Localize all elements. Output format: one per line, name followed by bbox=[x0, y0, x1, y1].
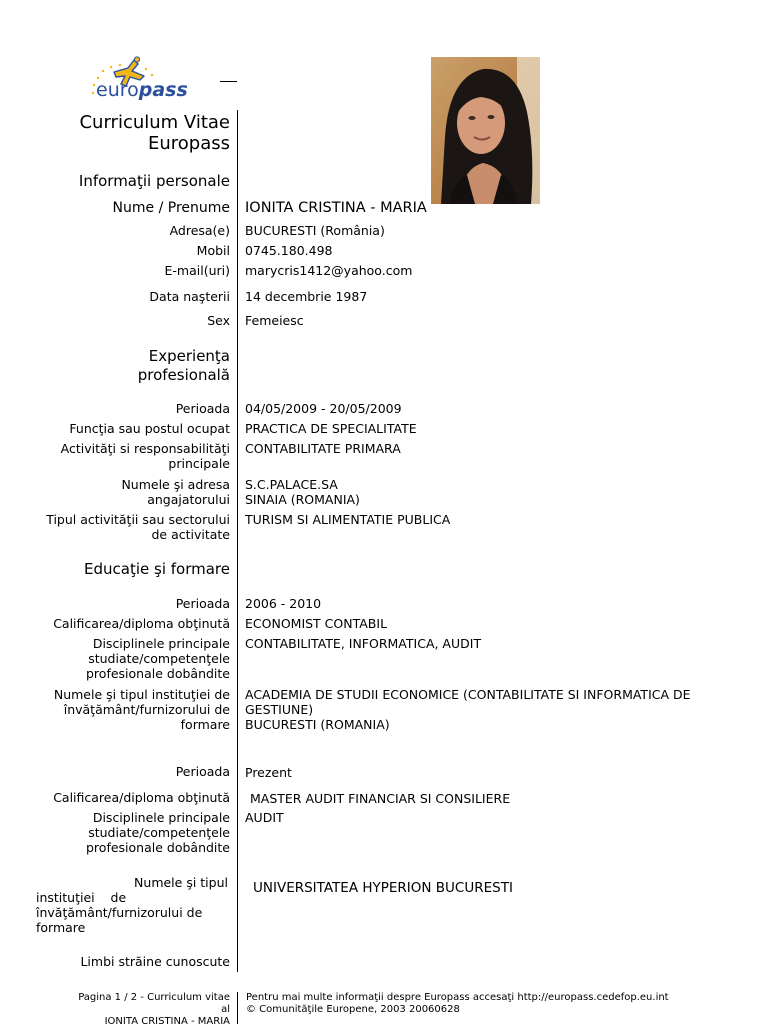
sex-value: Femeiesc bbox=[245, 313, 304, 328]
exp-activities-label: Activităţi si responsabilităţi principale bbox=[60, 441, 230, 471]
address-value: BUCURESTI (România) bbox=[245, 223, 385, 238]
section-heading-personal: Informaţii personale bbox=[78, 172, 230, 190]
edu2-institution-value: UNIVERSITATEA HYPERION BUCURESTI bbox=[253, 880, 513, 896]
languages-label: Limbi străine cunoscute bbox=[80, 954, 230, 969]
experience-heading-line1: Experienţa bbox=[148, 347, 230, 365]
footer-left: Pagina 1 / 2 - Curriculum vitae al IONITA CRISTINA - MARIA bbox=[78, 992, 230, 1027]
edu2-disciplines-value: AUDIT bbox=[245, 810, 284, 825]
logo-dash bbox=[220, 81, 237, 82]
edu1-institution-value: ACADEMIA DE STUDII ECONOMICE (CONTABILITATE SI INFORMATICA DE GESTIUNE) BUCURESTI (ROMANIA) bbox=[245, 687, 691, 732]
logo-text-euro: euro bbox=[96, 79, 139, 101]
mobile-label: Mobil bbox=[196, 243, 230, 258]
europass-logo bbox=[84, 56, 188, 104]
edu2-institution-label: Numele şi tipul instituţiei de învăţământ/furnizorului de formare bbox=[36, 875, 228, 935]
email-label: E-mail(uri) bbox=[164, 263, 230, 278]
cv-title-line2: Europass bbox=[147, 133, 230, 154]
edu2-period-value: Prezent bbox=[245, 765, 292, 780]
edu2-qualification-label: Calificarea/diploma obţinută bbox=[53, 790, 230, 805]
exp-job-value: PRACTICA DE SPECIALITATE bbox=[245, 421, 417, 436]
cv-title-line1: Curriculum Vitae bbox=[79, 112, 230, 133]
address-label: Adresa(e) bbox=[169, 223, 230, 238]
edu1-disciplines-label: Disciplinele principale studiate/competenţele profesionale dobândite bbox=[86, 636, 230, 681]
edu2-period-label: Perioada bbox=[175, 764, 230, 779]
edu1-qualification-value: ECONOMIST CONTABIL bbox=[245, 616, 388, 631]
edu1-institution-label: Numele şi tipul instituţiei de învăţământ/furnizorului de formare bbox=[53, 687, 230, 732]
edu1-period-label: Perioada bbox=[175, 596, 230, 611]
exp-employer-value: S.C.PALACE.SA SINAIA (ROMANIA) bbox=[245, 477, 360, 507]
exp-activities-value: CONTABILITATE PRIMARA bbox=[245, 441, 401, 456]
edu2-disciplines-label: Disciplinele principale studiate/competenţele profesionale dobândite bbox=[86, 810, 230, 855]
exp-sector-value: TURISM SI ALIMENTATIE PUBLICA bbox=[245, 512, 451, 527]
experience-heading-line2: profesională bbox=[137, 366, 230, 384]
exp-period-value: 04/05/2009 - 20/05/2009 bbox=[245, 401, 402, 416]
exp-employer-label: Numele şi adresa angajatorului bbox=[121, 477, 230, 507]
birthdate-value: 14 decembrie 1987 bbox=[245, 289, 368, 304]
edu2-qualification-value: MASTER AUDIT FINANCIAR SI CONSILIERE bbox=[250, 791, 511, 806]
edu1-qualification-label: Calificarea/diploma obţinută bbox=[53, 616, 230, 631]
cv-title bbox=[79, 112, 230, 154]
edu1-period-value: 2006 - 2010 bbox=[245, 596, 322, 611]
exp-sector-label: Tipul activităţii sau sectorului de activitate bbox=[46, 512, 230, 542]
column-divider bbox=[237, 110, 238, 972]
exp-job-label: Funcţia sau postul ocupat bbox=[69, 421, 230, 436]
edu1-disciplines-value: CONTABILITATE, INFORMATICA, AUDIT bbox=[245, 636, 482, 651]
name-label: Nume / Prenume bbox=[112, 200, 230, 216]
footer-right: Pentru mai multe informaţii despre Europass accesaţi http://europass.cedefop.eu.int © Comunităţile Europene, 2003 20060628 bbox=[246, 992, 669, 1015]
section-heading-experience bbox=[138, 347, 230, 385]
logo-text-pass: pass bbox=[138, 79, 188, 101]
footer-divider bbox=[237, 992, 238, 1024]
birthdate-label: Data naşterii bbox=[149, 289, 230, 304]
mobile-value: 0745.180.498 bbox=[245, 243, 333, 258]
email-value: marycris1412@yahoo.com bbox=[245, 263, 413, 278]
sex-label: Sex bbox=[207, 313, 230, 328]
name-value: IONITA CRISTINA - MARIA bbox=[245, 200, 427, 216]
section-heading-education: Educaţie şi formare bbox=[84, 560, 230, 578]
profile-photo bbox=[431, 57, 540, 204]
exp-period-label: Perioada bbox=[175, 401, 230, 416]
